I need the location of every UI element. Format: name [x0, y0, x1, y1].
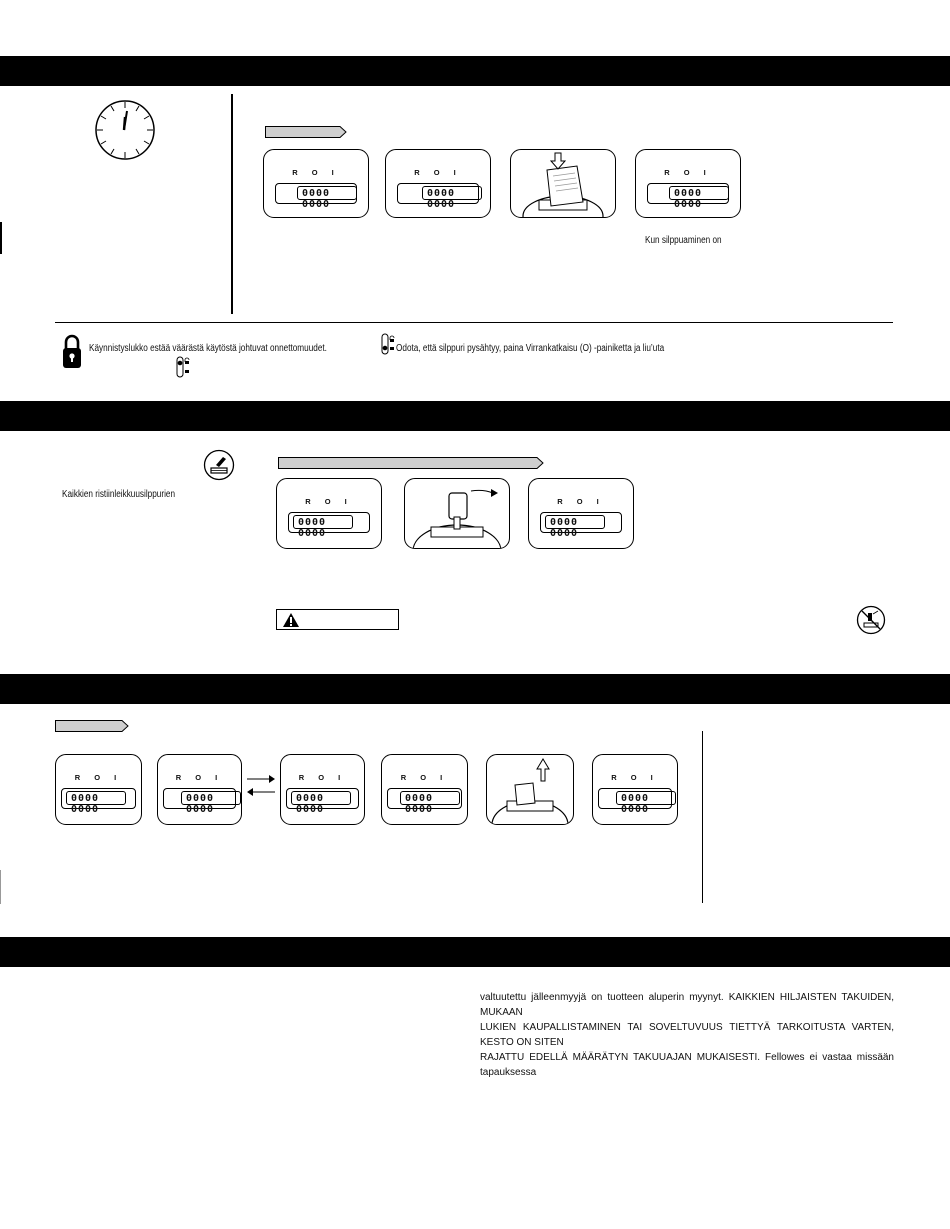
back-and-forth-arrows	[246, 772, 276, 798]
margin-mark	[0, 222, 2, 254]
switch-track	[397, 183, 479, 210]
switch-knob: 0000 0000	[422, 186, 482, 200]
switch-track	[598, 788, 672, 815]
section1-divider	[231, 94, 233, 314]
switch-position-labels: R O I	[557, 497, 605, 506]
shredder-paper-out-illustration	[486, 754, 574, 825]
lock-note-divider	[55, 322, 893, 323]
switch-track	[387, 788, 462, 815]
switch-panel-1a	[263, 149, 369, 218]
switch-knob: 0000 0000	[545, 515, 605, 529]
lock-toggle-icon	[176, 356, 190, 378]
after-shredding-caption: Kun silppuaminen on	[645, 235, 722, 246]
section3-divider	[702, 731, 703, 903]
shredder-oiling-illustration	[404, 478, 510, 549]
warranty-line-3: RAJATTU EDELLÄ MÄÄRÄTYN TAKUUAJAN MUKAISESTI. Fellowes ei vastaa missään tapauksessa	[480, 1052, 894, 1078]
shredder-removing-icon	[487, 755, 573, 824]
switch-panel-3c	[280, 754, 365, 825]
switch-knob: 0000 0000	[616, 791, 676, 805]
warranty-line-2: LUKIEN KAUPALLISTAMINEN TAI SOVELTUVUUS TIETTYÄ TARKOITUSTA VARTEN, KESTO ON SITEN	[480, 1022, 894, 1048]
switch-knob: 0000 0000	[66, 791, 126, 805]
switch-position-labels: R O I	[400, 773, 449, 782]
switch-position-labels: R O I	[298, 773, 347, 782]
switch-panel-3a	[55, 754, 142, 825]
section-bar-4	[0, 937, 950, 967]
switch-position-labels: R O I	[414, 168, 462, 177]
switch-track	[275, 183, 357, 210]
switch-track	[540, 512, 622, 539]
section-bar-1	[0, 56, 950, 86]
switch-knob: 0000 0000	[669, 186, 729, 200]
switch-position-labels: R O I	[664, 168, 712, 177]
switch-track	[286, 788, 359, 815]
warning-label-box	[276, 609, 399, 630]
lock-note-text-2: Odota, että silppuri pysähtyy, paina Virrankatkaisu (O) -painiketta ja liu’uta	[396, 343, 665, 354]
switch-position-labels: R O I	[305, 497, 353, 506]
switch-panel-1c	[635, 149, 741, 218]
switch-panel-2b	[528, 478, 634, 549]
warranty-text	[480, 990, 894, 1080]
warranty-line-1: valtuutettu jälleenmyyjä on tuotteen aluperin myynyt. KAIKKIEN HILJAISTEN TAKUIDEN, MUKAAN	[480, 992, 894, 1018]
switch-track	[61, 788, 136, 815]
sequence-arrow-1	[265, 126, 347, 138]
sequence-arrow-2	[278, 457, 544, 469]
switch-position-labels: R O I	[611, 773, 659, 782]
shredder-paper-in-illustration	[510, 149, 616, 218]
switch-track	[647, 183, 729, 210]
switch-panel-3e	[592, 754, 678, 825]
margin-mark	[0, 870, 1, 904]
switch-position-labels: R O I	[175, 773, 224, 782]
switch-knob: 0000 0000	[297, 186, 357, 200]
switch-knob: 0000 0000	[293, 515, 353, 529]
switch-knob: 0000 0000	[400, 791, 460, 805]
lock-note-text-1: Käynnistyslukko estää väärästä käytöstä johtuvat onnettomuudet.	[89, 343, 327, 354]
warning-triangle-icon	[282, 612, 300, 628]
switch-knob: 0000 0000	[291, 791, 351, 805]
section-bar-2	[0, 401, 950, 431]
switch-position-labels: R O I	[292, 168, 340, 177]
no-aerosol-icon	[856, 605, 886, 635]
lock-icon	[62, 333, 82, 369]
switch-knob: 0000 0000	[181, 791, 241, 805]
switch-panel-2a	[276, 478, 382, 549]
clock-icon	[94, 99, 156, 161]
cross-cut-note: Kaikkien ristiinleikkuusilppurien	[62, 489, 176, 500]
oil-shredder-icon	[203, 449, 235, 481]
switch-panel-3d	[381, 754, 468, 825]
section-bar-3	[0, 674, 950, 704]
switch-track	[163, 788, 236, 815]
switch-position-labels: R O I	[74, 773, 123, 782]
oil-bottle-icon	[405, 479, 509, 548]
switch-panel-3b	[157, 754, 242, 825]
lock-toggle-icon	[381, 333, 395, 355]
shredder-feeding-icon	[511, 150, 615, 217]
switch-track	[288, 512, 370, 539]
switch-panel-1b	[385, 149, 491, 218]
sequence-arrow-3	[55, 720, 129, 732]
